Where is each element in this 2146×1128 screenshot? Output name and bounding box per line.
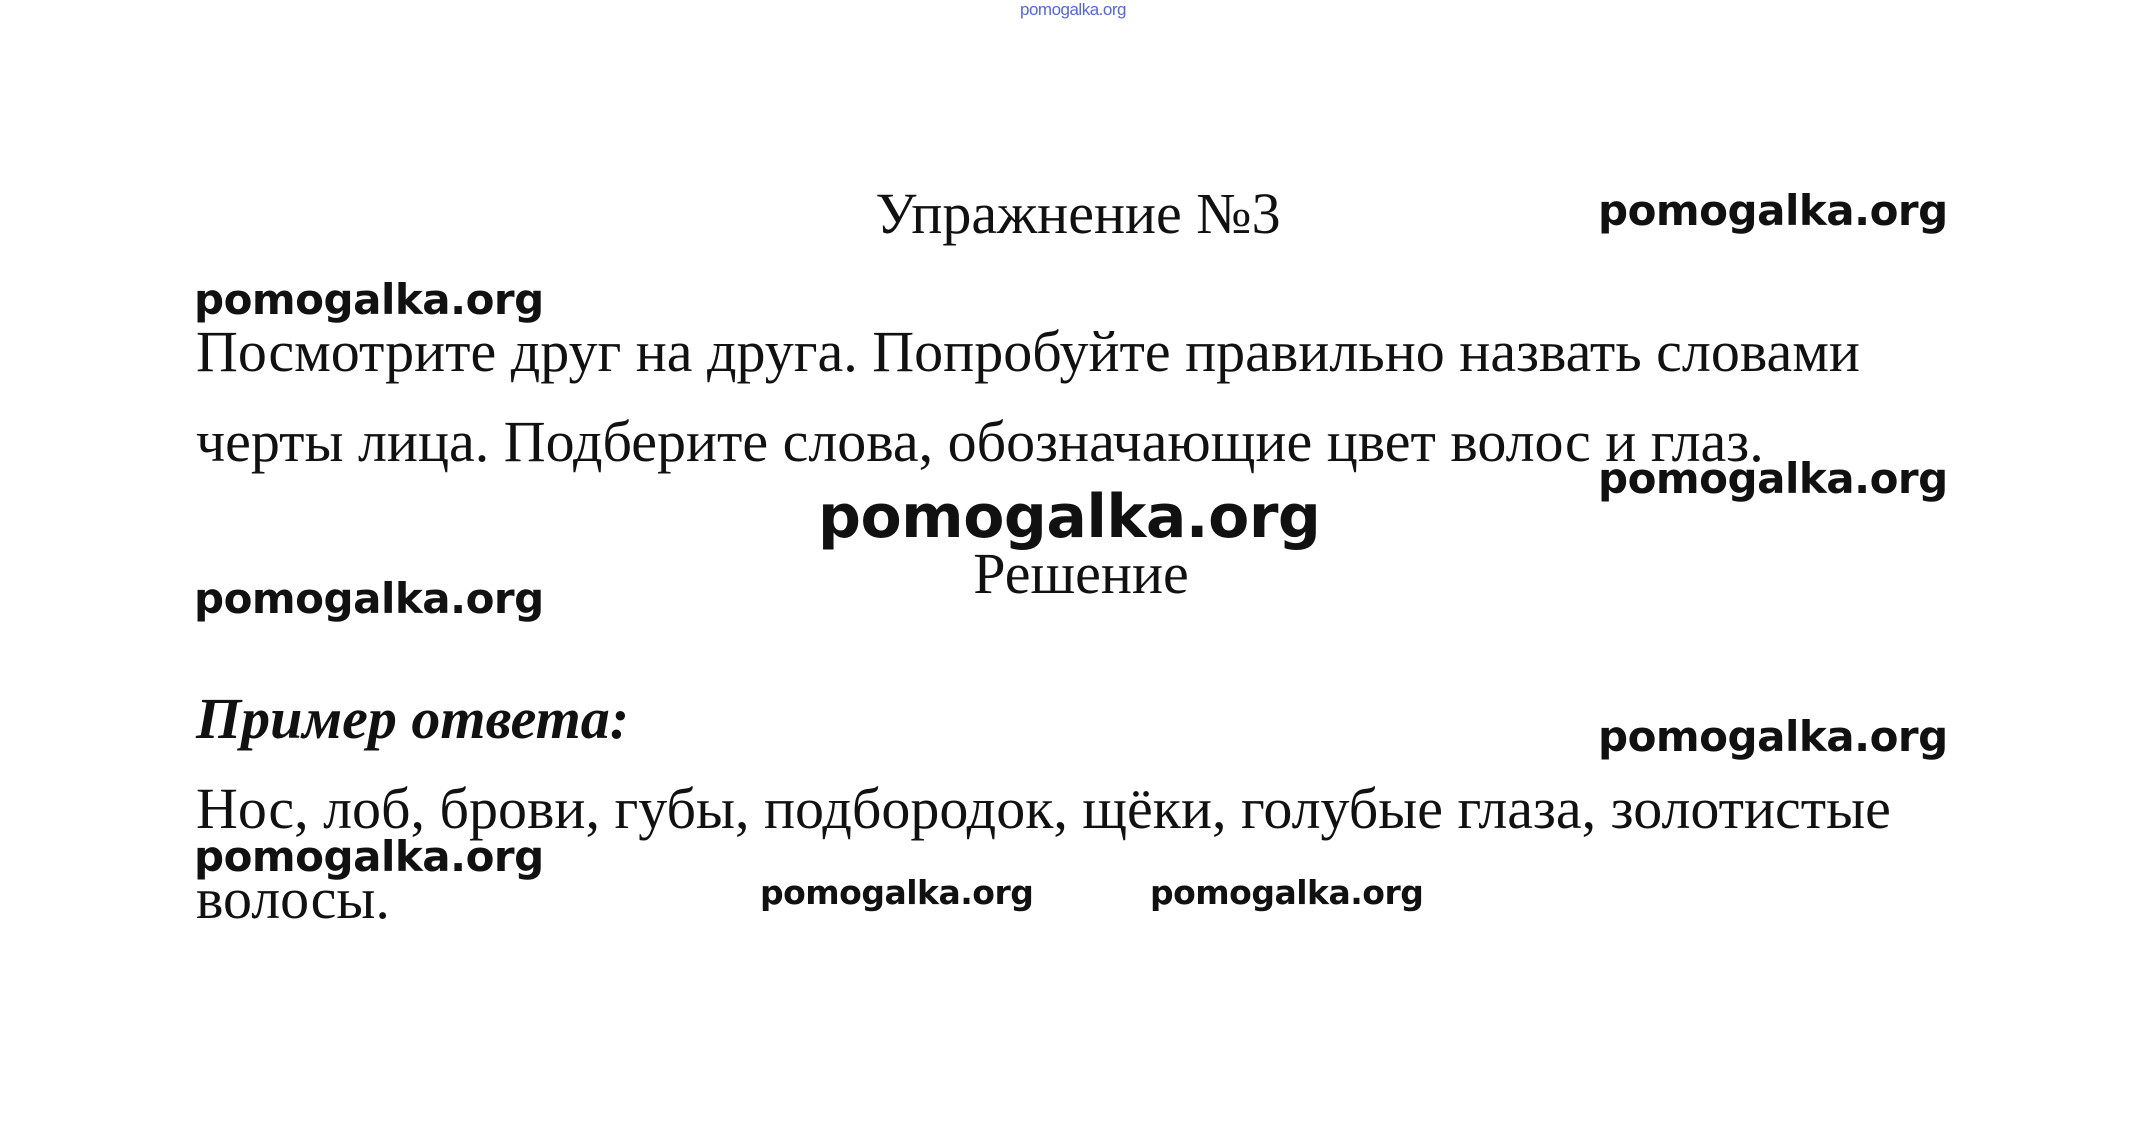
solution-title: Решение bbox=[973, 541, 1189, 606]
answer-line-2: волосы. bbox=[196, 866, 390, 931]
task-line-2: черты лица. Подберите слова, обозначающие цвет волос и глаз. bbox=[196, 409, 1764, 474]
watermark-logo: pomogalka.org bbox=[194, 832, 544, 881]
watermark-logo: pomogalka.org bbox=[194, 275, 544, 324]
example-label: Пример ответа: bbox=[196, 686, 630, 751]
exercise-title: Упражнение №3 bbox=[875, 181, 1281, 246]
watermark-logo: pomogalka.org bbox=[1598, 186, 1948, 235]
watermark-logo: pomogalka.org bbox=[1598, 712, 1948, 761]
task-line-1: Посмотрите друг на друга. Попробуйте правильно назвать словами bbox=[196, 319, 1860, 384]
watermark-logo: pomogalka.org bbox=[760, 873, 1034, 912]
watermark-logo: pomogalka.org bbox=[194, 574, 544, 623]
watermark-logo: pomogalka.org bbox=[818, 482, 1321, 552]
header-watermark: pomogalka.org bbox=[1020, 0, 1126, 19]
answer-line-1: Нос, лоб, брови, губы, подбородок, щёки, голубые глаза, золотистые bbox=[196, 776, 1891, 841]
watermark-logo: pomogalka.org bbox=[1150, 873, 1424, 912]
watermark-logo: pomogalka.org bbox=[1598, 454, 1948, 503]
